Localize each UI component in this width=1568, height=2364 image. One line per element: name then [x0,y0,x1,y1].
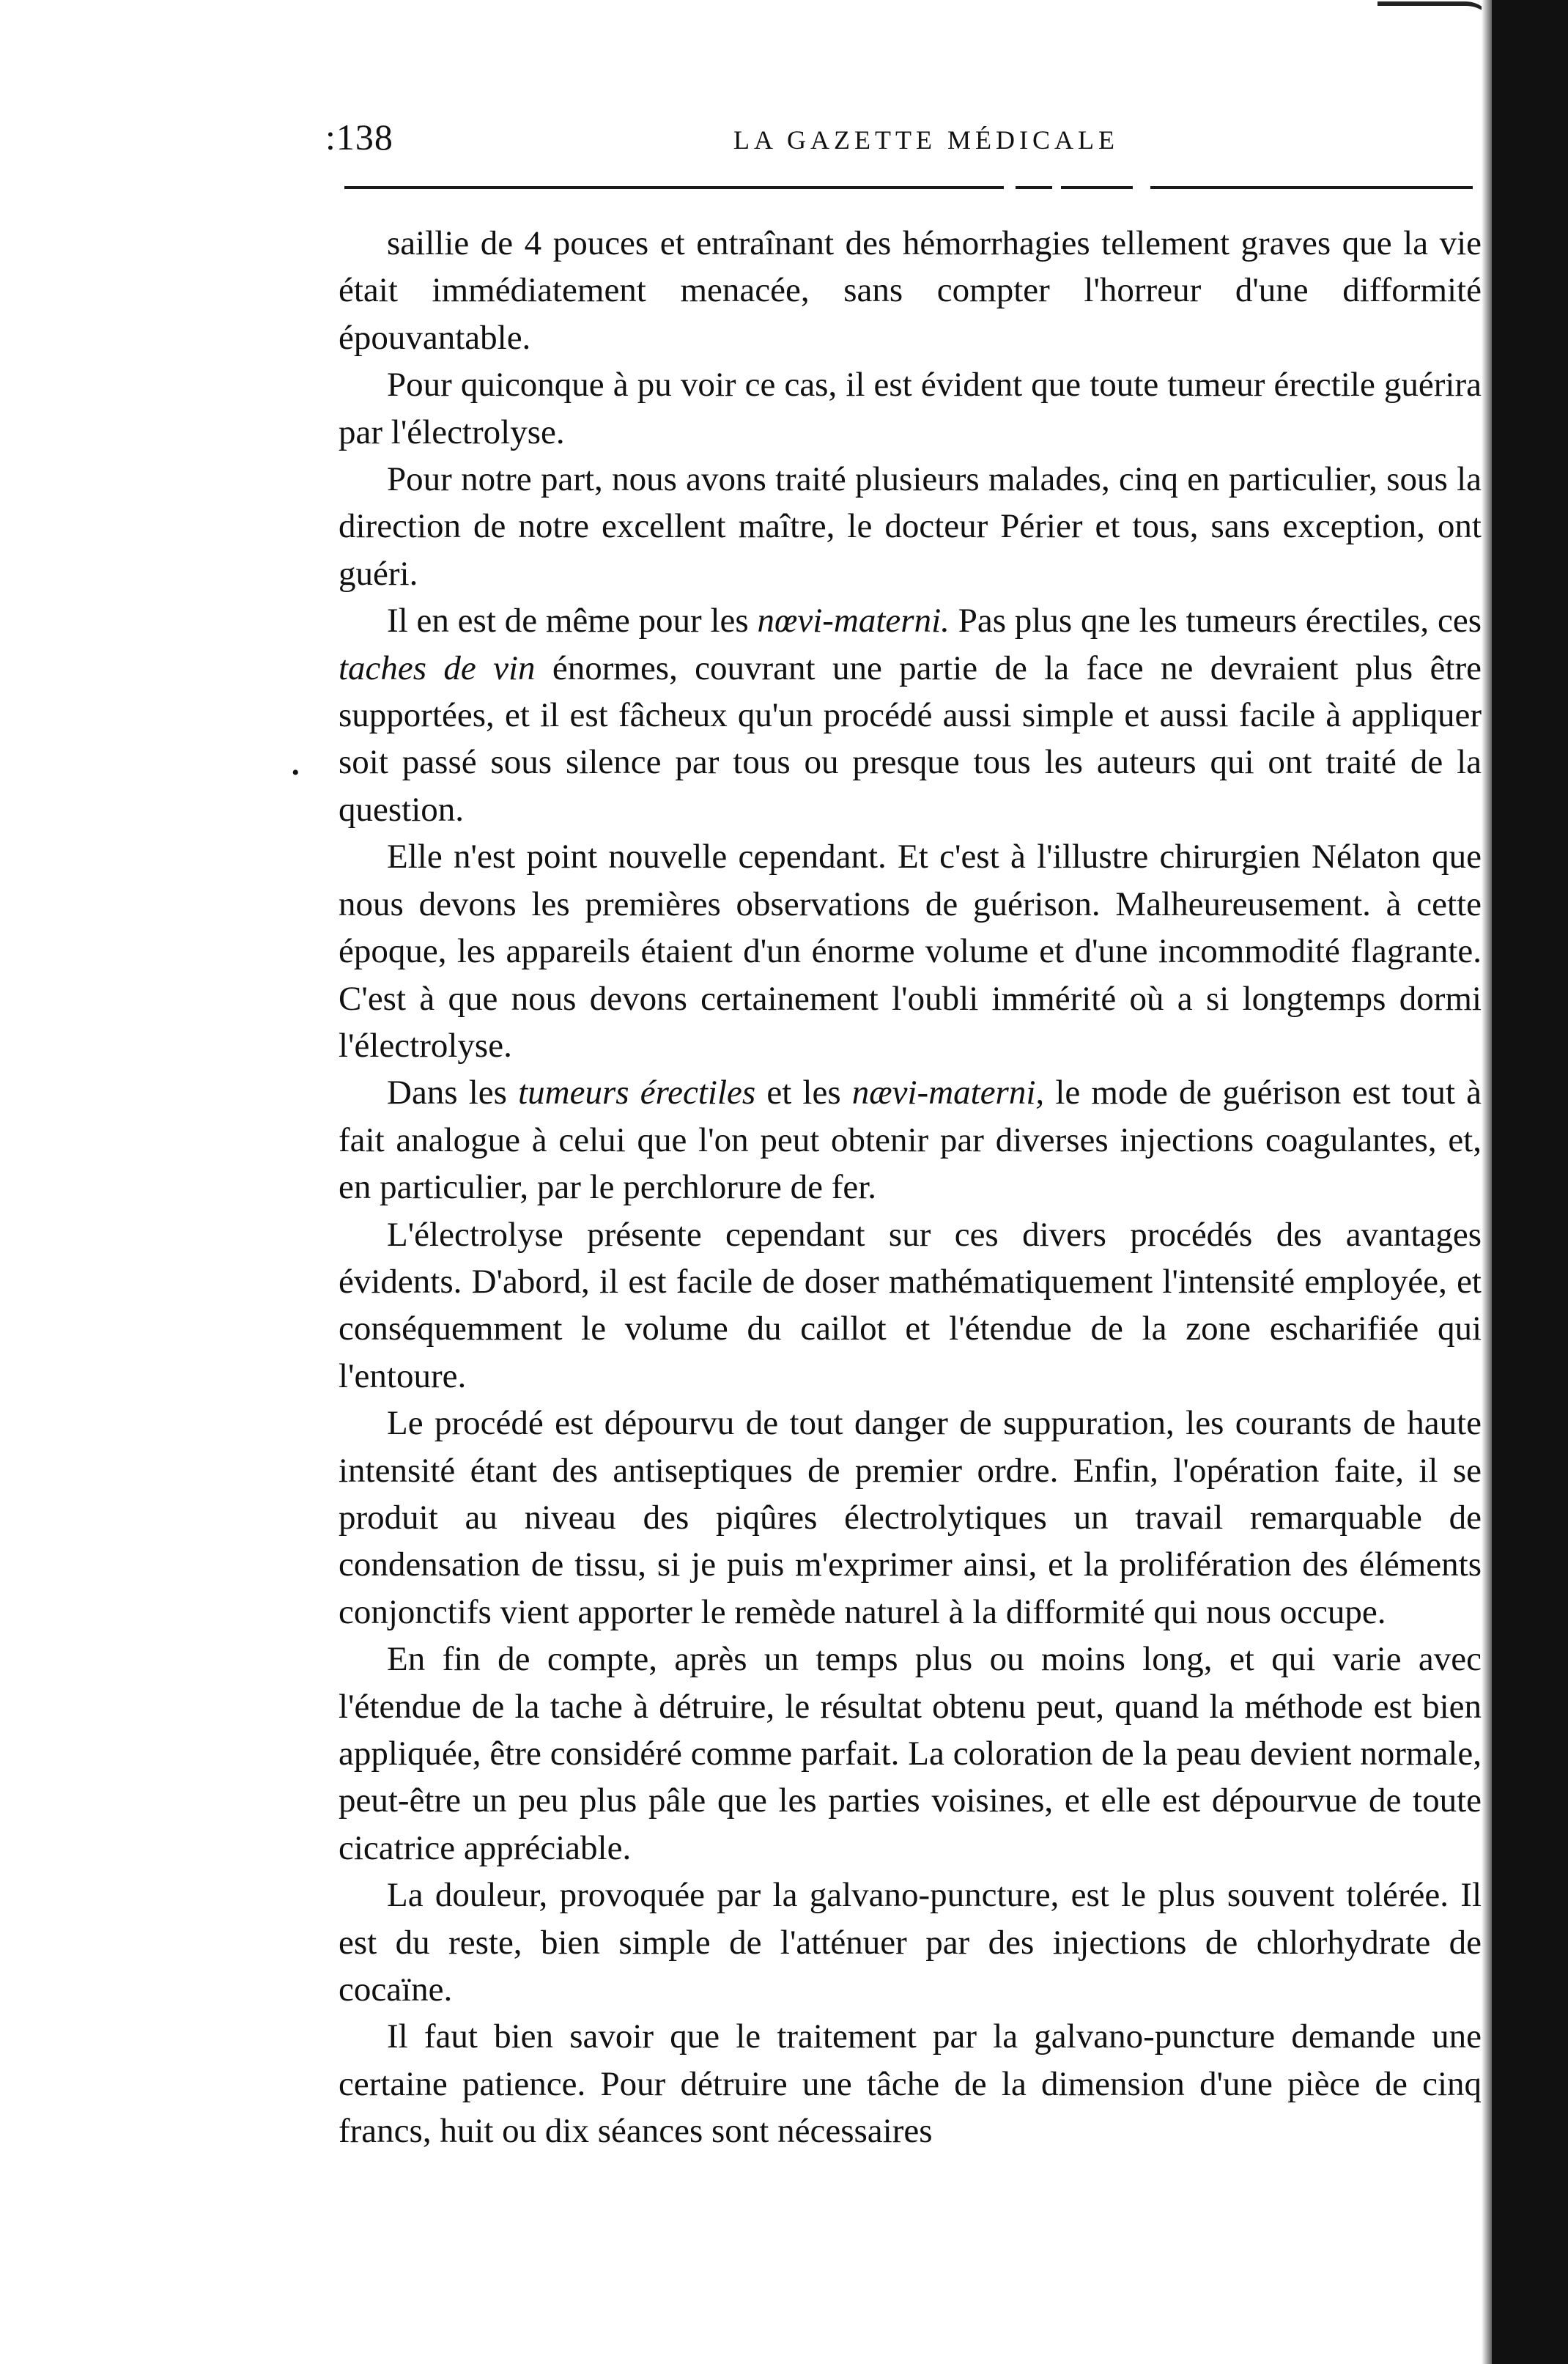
paragraph-4 [339,833,1482,1069]
header-rule-gap [1004,186,1016,189]
italic-term: tumeurs érectiles [518,1074,756,1112]
margin-mark: • [292,761,300,785]
text-run: Il en est de même pour les [387,602,758,640]
text-run: L'électrolyse présente cependant sur ces divers procédés des avantages évidents. D'abord, il est facile de doser mathématiquement l'intensité employée, et conséquemment le volume du caillot et l'étendue de la zone escharifiée qui l'entoure. [339,1215,1482,1395]
text-run: Pour quiconque à pu voir ce cas, il est évident que toute tumeur érectile guérira par l'électrolyse. [339,366,1482,451]
text-run: et les [755,1074,852,1112]
text-run: Elle n'est point nouvelle cependant. Et c'est à l'illustre chirurgien Nélaton que nous devons les premières observations de guérison. Malheureusement. à cette époque, les appareils étaient d'un énorme volume et d'une incommodité flagrante. C'est à que nous devons certainement l'oubli immérité où a si longtemps dormi l'électrolyse. [339,838,1482,1065]
text-run: Pour notre part, nous avons traité plusieurs malades, cinq en particulier, sous la direction de notre excellent maître, le docteur Périer et tous, sans exception, ont guéri. [339,460,1482,593]
text-run: le mode de guérison est tout à fait analogue à celui que l'on peut obtenir par diverses injections coagulantes, et, en particulier, par le perchlorure de fer. [339,1074,1482,1207]
paragraph-10 [339,2013,1482,2154]
paragraph-9 [339,1872,1482,2013]
article-body [339,220,1482,2155]
italic-term: taches de vin [339,649,536,687]
text-run: Dans les [387,1074,519,1112]
header-rule-gap [1133,186,1150,189]
paragraph-0 [339,220,1482,361]
text-run: saillie de 4 pouces et entraînant des hémorrhagies tellement graves que la vie était immédiatement menacée, sans compter l'horreur d'une difformité épouvantable. [339,224,1482,357]
header-rule [344,186,1473,189]
paragraph-3 [339,597,1482,833]
text-run: Il faut bien savoir que le traitement par la galvano-puncture demande une certaine patience. Pour détruire une tâche de la dimension d'une pièce de cinq francs, huit ou dix séances sont nécessaires [339,2017,1482,2151]
paragraph-5 [339,1069,1482,1211]
paragraph-8 [339,1636,1482,1872]
text-run: La douleur, provoquée par la galvano-puncture, est le plus souvent tolérée. Il est du reste, bien simple de l'atténuer par des injections de chlorhydrate de cocaïne. [339,1876,1482,2009]
text-run: Le procédé est dépourvu de tout danger de suppuration, les courants de haute intensité étant des antiseptiques de premier ordre. Enfin, l'opération faite, il se produit au niveau des piqûres électrolytiques un travail remarquable de condensation de tissu, si je puis m'exprimer ainsi, et la prolifération des éléments conjonctifs vient apporter le remède naturel à la difformité qui nous occupe. [339,1404,1482,1631]
corner-scan-mark [1377,1,1495,50]
book-spine [1492,0,1568,2364]
italic-term: nœvi-materni. [757,602,950,640]
text-run: Pas plus qne les tumeurs érectiles, ces [949,602,1482,640]
page-header [325,111,1468,163]
paragraph-7 [339,1400,1482,1636]
paragraph-2 [339,456,1482,597]
text-run: En fin de compte, après un temps plus ou moins long, et qui varie avec l'étendue de la tache à détruire, le résultat obtenu peut, quand la méthode est bien appliquée, être considéré comme parfait. La coloration de la peau devient normale, peut-être un peu plus pâle que les parties voisines, et elle est dépourvue de toute cicatrice appréciable. [339,1640,1482,1867]
paragraph-1 [339,361,1482,456]
page-number: :138 [325,117,393,158]
text-run: énormes, couvrant une partie de la face ne devraient plus être supportées, et il est fâcheux qu'un procédé aussi simple et aussi facile à appliquer soit passé sous silence par tous ou presque tous les auteurs qui ont traité de la question. [339,649,1482,829]
italic-term: nævi-materni, [851,1074,1045,1112]
running-title: LA GAZETTE MÉDICALE [733,125,1119,155]
paragraph-6 [339,1211,1482,1400]
header-rule-gap [1052,186,1061,189]
